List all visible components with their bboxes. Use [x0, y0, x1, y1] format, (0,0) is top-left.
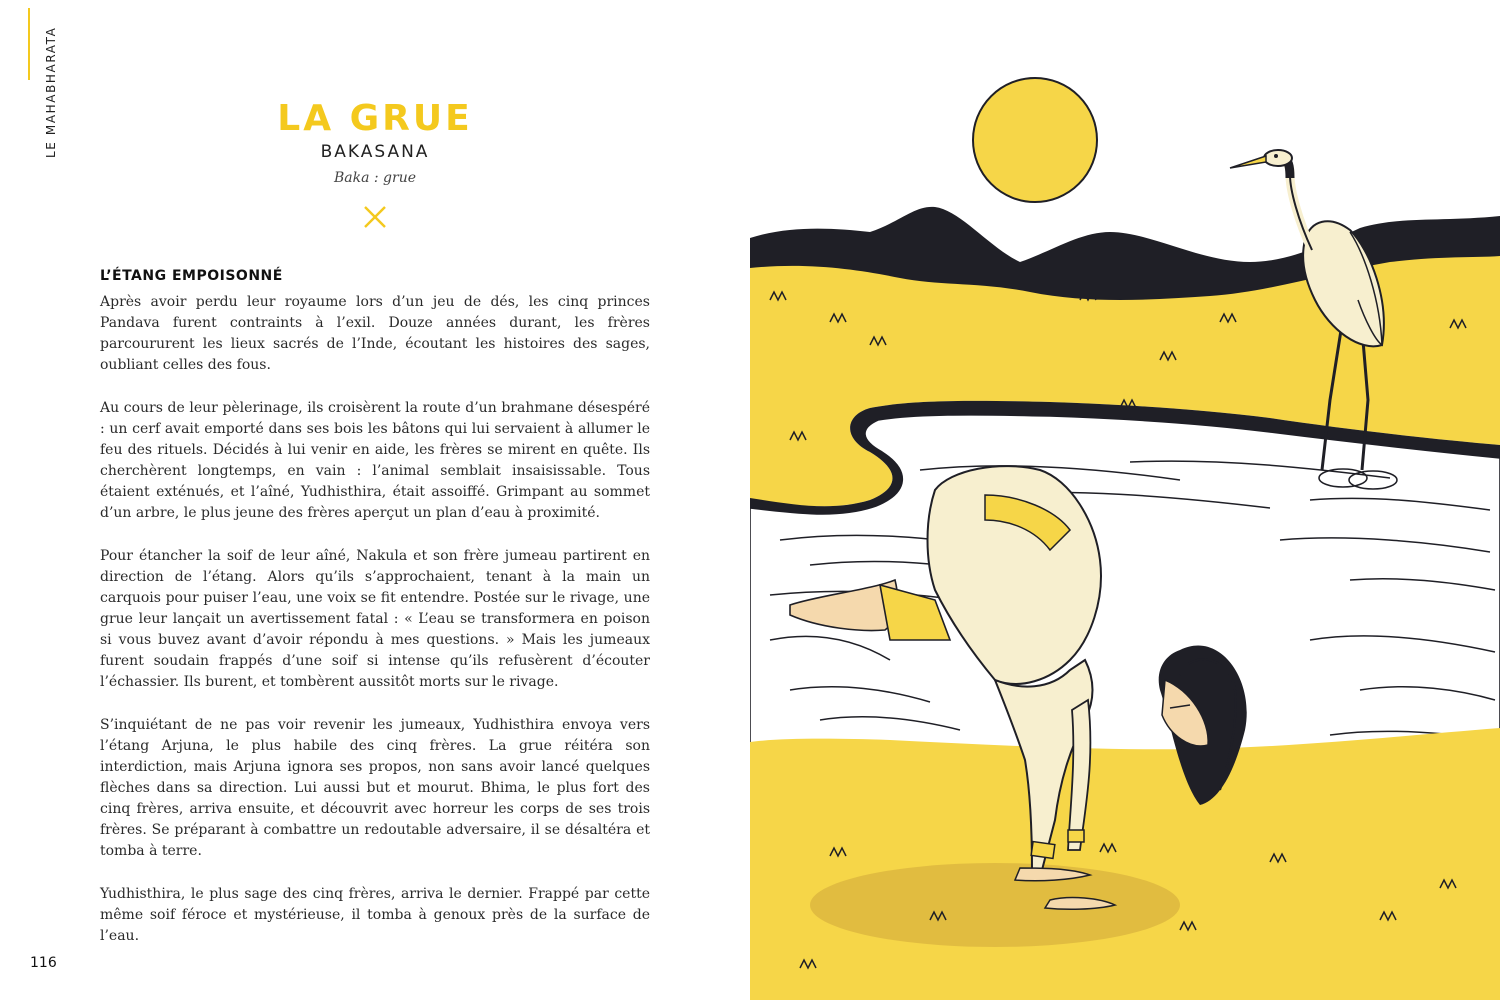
cross-ornament-icon	[362, 204, 388, 230]
sanskrit-name: BAKASANA	[320, 142, 430, 162]
sun-illustration	[973, 78, 1097, 202]
right-page	[750, 0, 1500, 1000]
paragraph: S’inquiétant de ne pas voir revenir les jumeaux, Yudhisthira envoya vers l’étang Arjuna, le plus habile des cinq frères. La grue réitéra son interdiction, mais Arjuna ignora ses propos, non sans avoir lancé quelques flèches dans sa direction. Lui aussi but et mourut. Bhima, le plus fort des cinq frères, arriva ensuite, et découvrit avec horreur les corps de ses trois frères. Se préparant à combattre un redoutable adversaire, il se désaltéra et tomba à terre.	[100, 717, 650, 859]
near-bank-illustration	[750, 728, 1500, 1000]
page-title: LA GRUE	[277, 98, 473, 139]
page-number: 116	[30, 955, 57, 971]
paragraph: Yudhisthira, le plus sage des cinq frères, arriva le dernier. Frappé par cette même soif féroce et mystérieuse, il tomba à genoux près de la surface de l’eau.	[100, 886, 650, 944]
running-head-label: LE MAHABHARATA	[44, 26, 58, 158]
running-head	[36, 8, 58, 158]
section-heading: L’ÉTANG EMPOISONNÉ	[100, 268, 283, 284]
body-text	[100, 292, 650, 969]
paragraph: Au cours de leur pèlerinage, ils croisèrent la route d’un brahmane désespéré : un cerf avait emporté dans ses bois les bâtons qui lui servaient à allumer le feu des rituels. Décidés à lui venir en aide, les frères se mirent en quête. Ils cherchèrent longtemps, en vain : l’animal semblait insaisissable. Tous étaient exténués, et l’aîné, Yudhisthira, était assoiffé. Grimpant au sommet d’un arbre, le plus jeune des frères aperçut un plan d’eau à proximité.	[100, 400, 650, 521]
paragraph: Pour étancher la soif de leur aîné, Nakula et son frère jumeau partirent en direction de l’étang. Alors qu’ils s’approchaient, tenant à la main un carquois pour puiser l’eau, une voix se fit entendre. Postée sur le rivage, une grue leur lançait un avertissement fatal : « L’eau se transformera en poison si vous buvez avant d’avoir répondu à mes questions. » Mais les jumeaux furent soudain frappés d’une soif si intense qu’ils refusèrent d’écouter l’échassier. Ils burent, et tombèrent aussitôt morts sur le rivage.	[100, 548, 650, 690]
running-head-bar	[28, 8, 30, 80]
shadow-illustration	[810, 863, 1180, 947]
paragraph: Après avoir perdu leur royaume lors d’un jeu de dés, les cinq princes Pandava furent contraints à l’exil. Douze années durant, les frères parcoururent les lieux sacrés de l’Inde, écoutant les histoires des sages, oubliant celles des fous.	[100, 294, 650, 373]
title-block	[100, 98, 650, 230]
illustration	[750, 0, 1500, 1000]
translation: Baka : grue	[333, 170, 417, 186]
